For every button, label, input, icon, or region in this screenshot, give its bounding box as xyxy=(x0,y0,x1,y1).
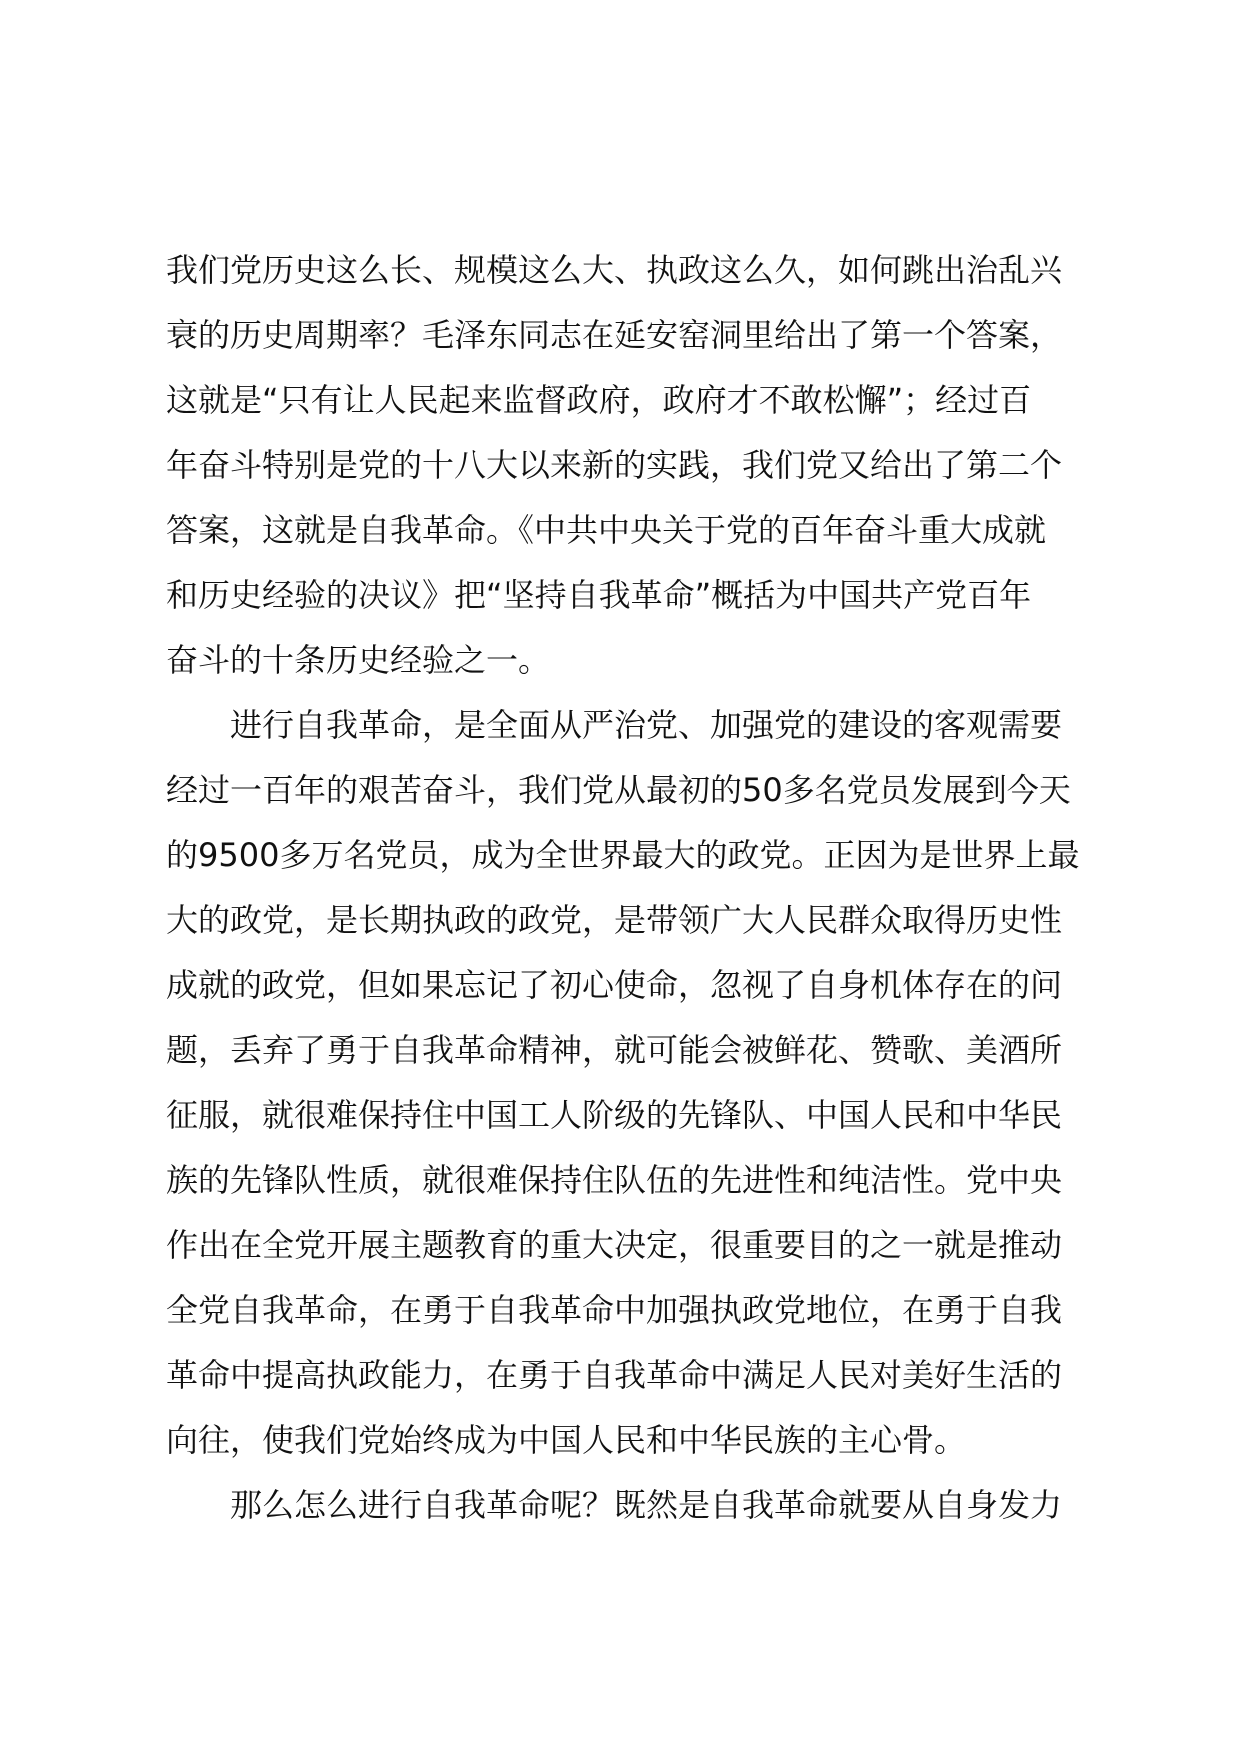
text-line: 全党自我革命，在勇于自我革命中加强执政党地位，在勇于自我 xyxy=(166,1291,1063,1329)
text-line: 奋斗的十条历史经验之一。 xyxy=(166,641,551,679)
text-line: 经过一百年的艰苦奋斗，我们党从最初的50多名党员发展到今天 xyxy=(166,771,1071,809)
text-line: 征服，就很难保持住中国工人阶级的先锋队、中国人民和中华民 xyxy=(166,1096,1063,1134)
text-line: 革命中提高执政能力，在勇于自我革命中满足人民对美好生活的 xyxy=(166,1356,1063,1394)
text-line: 我们党历史这么长、规模这么大、执政这么久，如何跳出治乱兴 xyxy=(166,251,1063,289)
text-line: 答案，这就是自我革命。《中共中央关于党的百年奋斗重大成就 xyxy=(166,511,1047,549)
text-line: 和历史经验的决议》把“坚持自我革命”概括为中国共产党百年 xyxy=(166,576,1032,614)
text-line: 作出在全党开展主题教育的重大决定，很重要目的之一就是推动 xyxy=(166,1226,1063,1264)
text-line: 向往，使我们党始终成为中国人民和中华民族的主心骨。 xyxy=(166,1421,967,1459)
text-line: 族的先锋队性质，就很难保持住队伍的先进性和纯洁性。党中央 xyxy=(166,1161,1063,1199)
body-text xyxy=(166,238,1118,1538)
paragraph-start-line: 那么怎么进行自我革命呢？既然是自我革命就要从自身发力 xyxy=(230,1486,1063,1524)
text-line: 衰的历史周期率？毛泽东同志在延安窑洞里给出了第一个答案， xyxy=(166,316,1063,354)
text-line: 这就是“只有让人民起来监督政府，政府才不敢松懈”；经过百 xyxy=(166,381,1032,419)
text-line: 的9500多万名党员，成为全世界最大的政党。正因为是世界上最 xyxy=(166,836,1080,874)
text-line: 大的政党，是长期执政的政党，是带领广大人民群众取得历史性 xyxy=(166,901,1063,939)
text-line: 成就的政党，但如果忘记了初心使命，忽视了自身机体存在的问 xyxy=(166,966,1063,1004)
text-line: 题，丢弃了勇于自我革命精神，就可能会被鲜花、赞歌、美酒所 xyxy=(166,1031,1063,1069)
text-line: 年奋斗特别是党的十八大以来新的实践，我们党又给出了第二个 xyxy=(166,446,1063,484)
paragraph-start-line: 进行自我革命，是全面从严治党、加强党的建设的客观需要 xyxy=(230,706,1063,744)
